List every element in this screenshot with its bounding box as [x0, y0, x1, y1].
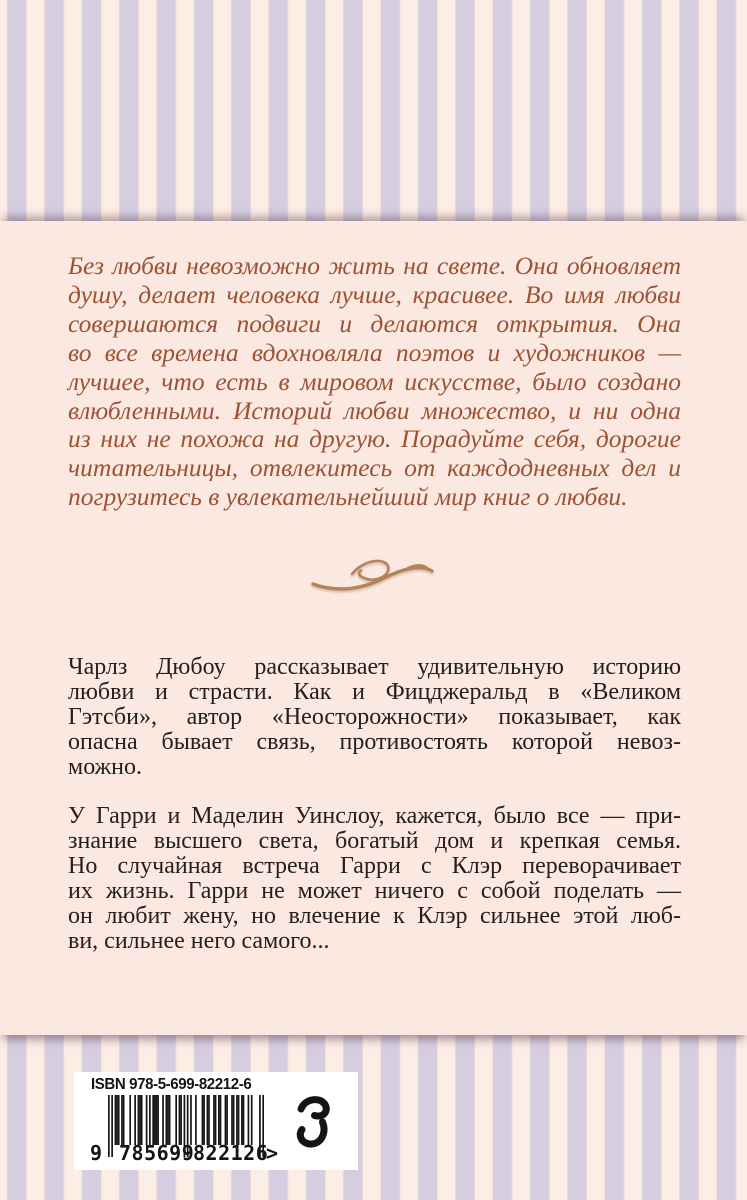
text-line: можно.: [68, 753, 143, 780]
text-line: Без любви невозможно жить на свете. Она обновляет: [68, 251, 681, 280]
text-line: он любит жену, но влечение к Клэр сильнее этой люб-: [68, 902, 681, 929]
barcode-digit-group: 9: [90, 1141, 103, 1165]
text-line: читательницы, отвлекитесь от каждодневных дел и: [68, 453, 681, 483]
barcode-quiet-zone-mark: >: [266, 1141, 279, 1165]
annotation-panel: [0, 221, 747, 1035]
text-line: У Гарри и Маделин Уинслоу, кажется, было все — при-: [68, 803, 681, 829]
annotation-paragraph-1: [68, 655, 681, 780]
annotation-paragraph-2: [68, 804, 681, 953]
barcode-digit-group: 822126: [193, 1141, 269, 1165]
editorial-quote: [68, 252, 681, 512]
text-line: ви, сильнее него самого...: [68, 927, 330, 954]
text-line: опасна бывает связь, противостоять которой невоз-: [68, 728, 681, 755]
isbn-barcode-box: [74, 1072, 358, 1170]
text-line: из них не похожа на другую. Порадуйте себя, дорогие: [68, 424, 681, 454]
text-line: знание высшего света, богатый дом и крепкая семья.: [68, 827, 681, 854]
text-line: Чарлз Дюбоу рассказывает удивительную историю: [68, 654, 681, 680]
text-line: Но случайная встреча Гарри с Клэр переворачивает: [68, 852, 681, 879]
text-line: их жизнь. Гарри не может ничего с собой поделать —: [68, 877, 681, 904]
barcode-digit-group: 785699: [119, 1141, 195, 1165]
calligraphic-flourish-icon: [308, 551, 438, 597]
text-line: во все времена вдохновляла поэтов и художников —: [68, 337, 681, 367]
text-line: влюбленными. Историй любви множество, и ни одна: [68, 395, 681, 425]
text-line: совершаются подвиги и делаются открытия. Она: [68, 308, 681, 338]
eksmo-publisher-logo-icon: [292, 1094, 334, 1150]
text-line: душу, делает человека лучше, красивее. Во имя любви: [68, 279, 681, 309]
text-line: любви и страсти. Как и Фицджеральд в «Великом: [68, 678, 681, 705]
text-line: Гэтсби», автор «Неосторожности» показывает, как: [68, 703, 681, 730]
isbn-number: ISBN 978-5-699-82212-6: [91, 1076, 252, 1093]
text-line: погрузитесь в увлекательнейший мир книг о любви.: [68, 482, 628, 512]
text-line: лучшее, что есть в мировом искусстве, было создано: [68, 366, 681, 396]
